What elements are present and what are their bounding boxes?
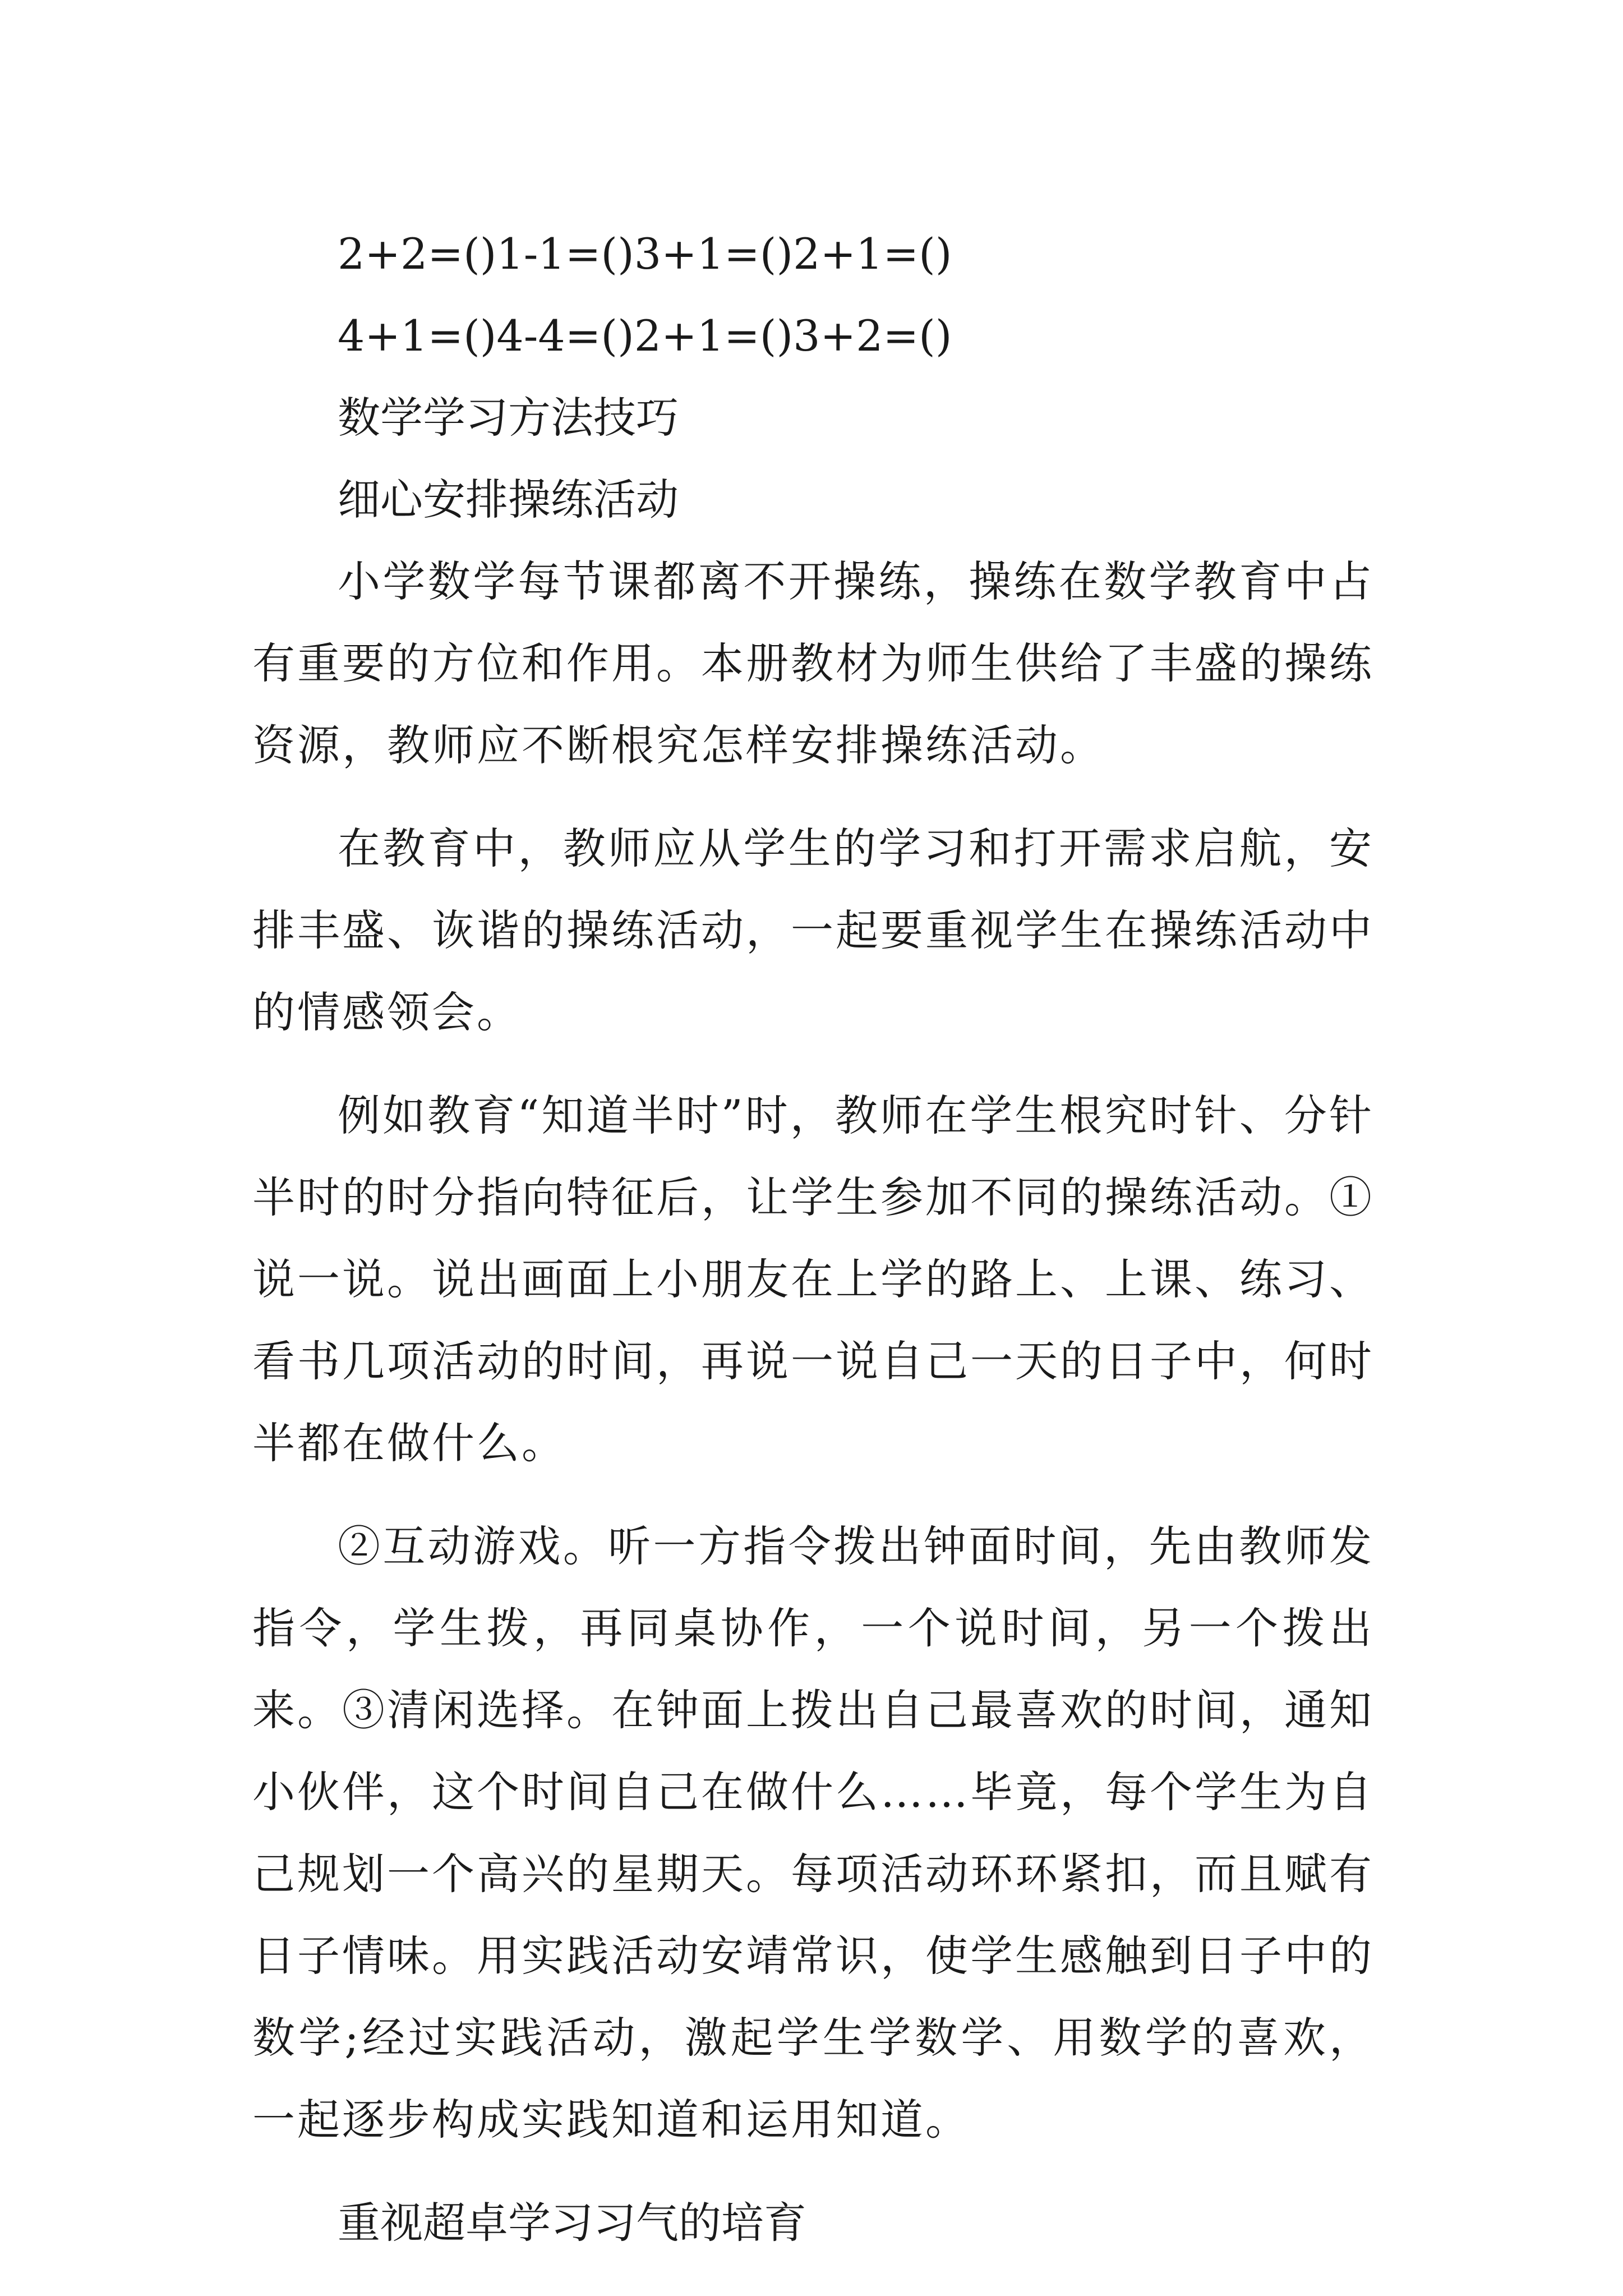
section-title: 数学学习方法技巧	[338, 393, 679, 443]
paragraph-2: 在教育中，教师应从学生的学习和打开需求启航，安排丰盛、诙谐的操练活动，一起要重视学生在操练活动中的情感领会。	[252, 823, 1374, 1037]
paragraph-1: 小学数学每节课都离不开操练，操练在数学教育中占有重要的方位和作用。本册教材为师生供给了丰盛的操练资源，教师应不断根究怎样安排操练活动。	[252, 556, 1374, 770]
paragraph-4: ②互动游戏。听一方指令拨出钟面时间，先由教师发指令，学生拨，再同桌协作，一个说时间，另一个拨出来。③清闲选择。在钟面上拨出自己最喜欢的时间，通知小伙伴，这个时间自己在做什么……毕竟，每个学生为自己规划一个高兴的星期天。每项活动环环紧扣，而且赋有日子情味。用实践活动安靖常识，使学生感触到日子中的数学;经过实践活动，激起学生学数学、用数学的喜欢，一起逐步构成实践知道和运用知道。	[252, 1521, 1374, 2145]
equation-line-2: 4+1=()4-4=()2+1=()3+2=()	[338, 311, 952, 361]
equation-line-1: 2+2=()1-1=()3+1=()2+1=()	[338, 229, 952, 279]
subsection-title: 细心安排操练活动	[338, 475, 679, 524]
final-heading: 重视超卓学习习气的培育	[338, 2198, 806, 2248]
document-body	[252, 213, 1374, 2264]
paragraph-3: 例如教育“知道半时”时，教师在学生根究时针、分针半时的时分指向特征后，让学生参加不同的操练活动。①说一说。说出画面上小朋友在上学的路上、上课、练习、看书几项活动的时间，再说一说自己一天的日子中，何时半都在做什么。	[252, 1091, 1374, 1468]
